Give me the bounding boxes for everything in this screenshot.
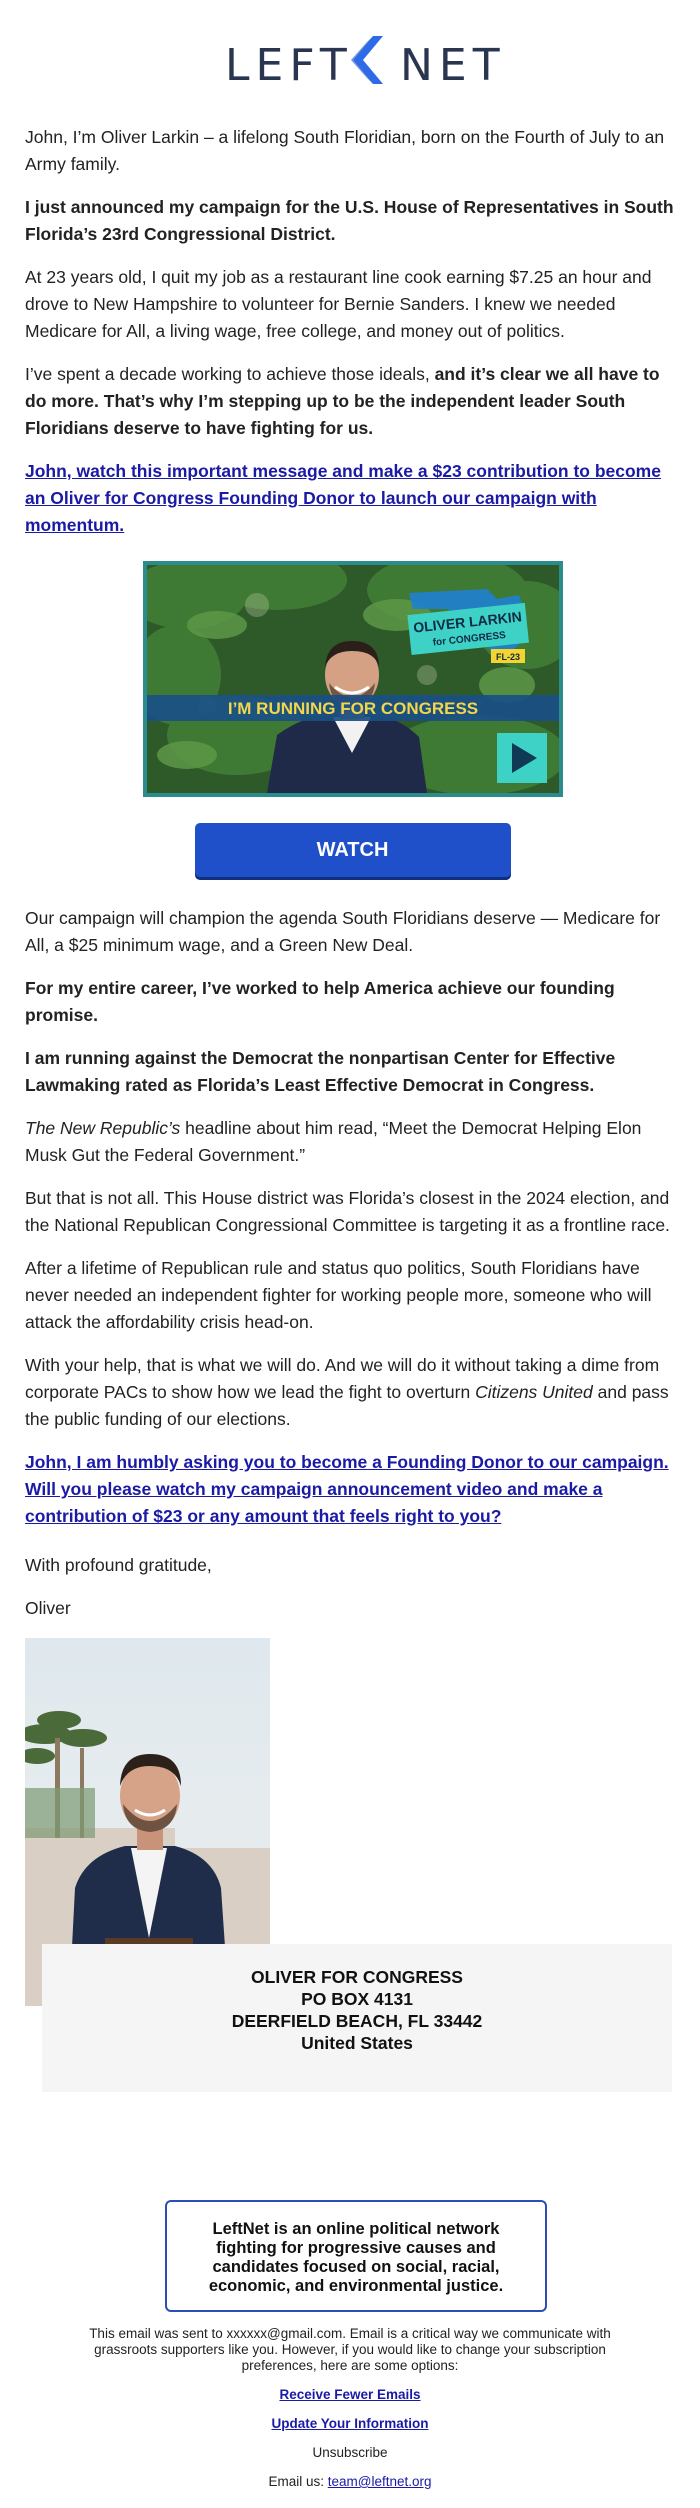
video-banner-text: I’M RUNNING FOR CONGRESS <box>227 699 478 718</box>
fighter-paragraph: After a lifetime of Republican rule and status quo politics, South Floridians have never needed an independent fighter for working people more, someone who will attack the affordability crisis head-on. <box>25 1258 652 1332</box>
decade-bold-text: and it’s clear we all have to do more. That’s why I’m stepping up to be the independent leader South Floridians deserve to have fighting for us. <box>25 364 660 438</box>
play-icon[interactable] <box>497 733 547 783</box>
decade-paragraph <box>25 361 680 442</box>
announcement-paragraph: I just announced my campaign for the U.S. House of Representatives in South Florida’s 23rd Congressional District. <box>25 197 674 244</box>
cta-link-watch-donate[interactable]: John, watch this important message and make a $23 contribution to become an Oliver for Congress Founding Donor to launch our campaign with momentum. <box>25 461 661 535</box>
address-line1: PO BOX 4131 <box>301 1989 413 2009</box>
signoff-text: With profound gratitude, <box>25 1555 212 1575</box>
email-body <box>25 124 680 2024</box>
agenda-paragraph: Our campaign will champion the agenda South Floridians deserve — Medicare for All, a $25 minimum wage, and a Green New Deal. <box>25 908 661 955</box>
background-paragraph: At 23 years old, I quit my job as a restaurant line cook earning $7.25 an hour and drove to New Hampshire to volunteer for Bernie Sanders. I knew we needed Medicare for All, a living wage, free college, and money out of politics. <box>25 267 652 341</box>
video-sub-line: for CONGRESS <box>431 630 506 649</box>
citizens-united-text: Citizens United <box>475 1382 593 1402</box>
mailing-address-box <box>42 1944 672 2092</box>
update-information-link[interactable]: Update Your Information <box>271 2416 429 2431</box>
greeting-paragraph: John, I’m Oliver Larkin – a lifelong South Floridian, born on the Fourth of July to an Army family. <box>25 127 665 174</box>
video-still-image <box>147 565 559 793</box>
logo-right-text: NET <box>400 40 506 91</box>
email-us-line <box>60 2474 640 2490</box>
district-paragraph: But that is not all. This House district was Florida’s closest in the 2024 election, and the National Republican Congressional Committee is targeting it as a frontline race. <box>25 1188 670 1235</box>
about-text: LeftNet is an online political network fighting for progressive causes and candidates focused on social, racial, economic, and environmental justice. <box>208 2220 504 2295</box>
watch-button[interactable]: WATCH <box>195 823 511 877</box>
career-paragraph: For my entire career, I’ve worked to help America achieve our founding promise. <box>25 978 615 1025</box>
cta-paragraph-1 <box>25 458 680 539</box>
cta-link-founding-donor[interactable]: John, I am humbly asking you to become a Founding Donor to our campaign. Will you please watch my campaign announcement video and make a contribution of $23 or any amount that feels right to you? <box>25 1452 669 1526</box>
address-line2: DEERFIELD BEACH, FL 33442 <box>231 2011 483 2031</box>
campaign-video-thumbnail[interactable] <box>143 561 563 797</box>
leftnet-about-box <box>165 2200 547 2312</box>
headline-text: headline about him read, “Meet the Democrat Helping Elon Musk Gut the Federal Government.” <box>25 1118 642 1165</box>
video-name-line: OLIVER LARKIN <box>411 608 522 636</box>
address-country: United States <box>301 2033 413 2053</box>
unsubscribe-link[interactable]: Unsubscribe <box>312 2445 388 2460</box>
email-footer <box>60 2326 640 2503</box>
decade-plain-text: I’ve spent a decade working to achieve those ideals, <box>25 364 435 384</box>
signature-text: Oliver <box>25 1598 71 1618</box>
help-text-b: and pass the public funding of our elections. <box>25 1382 669 1429</box>
help-text-a: With your help, that is what we will do. And we will do it without taking a dime from corporate PACs to show how we lead the fight to overturn <box>25 1355 660 1402</box>
contact-email-link[interactable]: team@leftnet.org <box>327 2474 432 2489</box>
email-us-label: Email us: <box>268 2474 328 2489</box>
footer-notice: This email was sent to xxxxxx@gmail.com. Email is a critical way we communicate with grassroots supporters like you. However, if you would like to change your subscription preferences, here are some options: <box>89 2326 611 2373</box>
help-paragraph <box>25 1352 680 1433</box>
opponent-paragraph: I am running against the Democrat the nonpartisan Center for Effective Lawmaking rated as Florida’s Least Effective Democrat in Congress. <box>25 1048 616 1095</box>
receive-fewer-emails-link[interactable]: Receive Fewer Emails <box>279 2387 421 2402</box>
publication-name: The New Republic’s <box>25 1118 181 1138</box>
address-org: OLIVER FOR CONGRESS <box>251 1967 463 1987</box>
headline-paragraph <box>25 1115 680 1169</box>
cta-paragraph-2 <box>25 1449 680 1530</box>
video-district: FL-23 <box>495 652 520 662</box>
leftnet-logo <box>0 28 700 98</box>
logo-left-text: LEFT <box>225 40 353 91</box>
chevron-left-icon <box>345 34 385 86</box>
